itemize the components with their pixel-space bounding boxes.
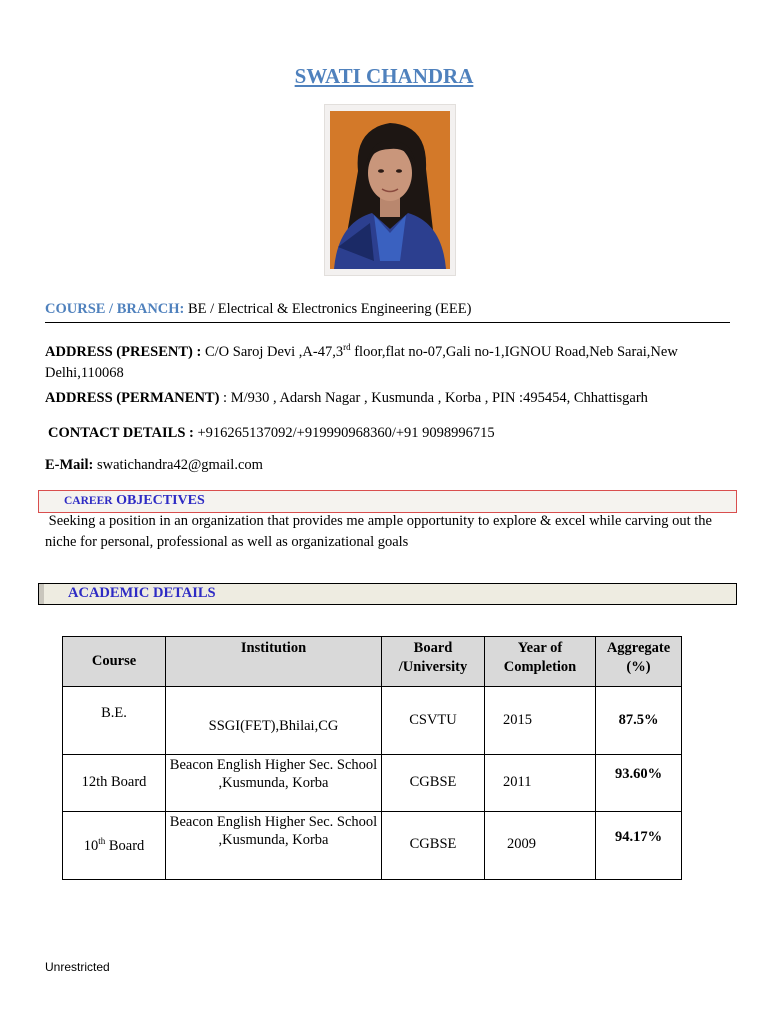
cell-institution (166, 755, 382, 812)
cell-institution-1: Beacon English Higher Sec. School (169, 757, 378, 773)
cell-institution-1: Beacon English Higher Sec. School (169, 814, 378, 830)
header-aggregate (596, 637, 682, 687)
cell-year: 2015 (485, 687, 596, 755)
header-board (382, 637, 485, 687)
address-present-value-2: floor,flat no-07,Gali no-1,IGNOU Road,Neb Sarai,New Delhi,110068 (45, 343, 678, 381)
course-label: COURSE / BRANCH: (45, 301, 185, 317)
address-present-value-1: C/O Saroj Devi ,A-47,3 (204, 343, 344, 360)
course-branch-line (45, 301, 471, 318)
address-present (45, 337, 725, 384)
address-permanent-label: ADDRESS (PERMANENT) (45, 390, 220, 406)
header-board-1: Board (413, 640, 453, 656)
cell-course-rest: Board (105, 837, 145, 854)
cell-institution-2: ,Kusmunda, Korba (218, 832, 329, 848)
heading-accent-bar (39, 584, 44, 604)
table-row (63, 687, 682, 755)
email-value: swatichandra42@gmail.com (96, 457, 263, 473)
address-permanent-value: : M/930 , Adarsh Nagar , Kusmunda , Korba , PIN :495454, Chhattisgarh (223, 390, 648, 406)
profile-photo (324, 104, 456, 276)
header-year (485, 637, 596, 687)
contact-value: +916265137092/+919990968360/+91 9098996715 (197, 425, 495, 441)
academic-title: ACADEMIC DETAILS (68, 585, 216, 601)
header-course: Course (63, 637, 166, 687)
header-year-2: Completion (503, 659, 577, 675)
cell-aggregate: 94.17% (596, 812, 682, 880)
cell-year: 2009 (485, 812, 596, 880)
career-title-small: CAREER (64, 495, 113, 507)
contact-details (48, 425, 495, 442)
section-divider (45, 322, 730, 323)
cell-course-num: 10 (83, 837, 99, 854)
cell-aggregate: 87.5% (596, 687, 682, 755)
address-present-label: ADDRESS (PRESENT) (45, 343, 193, 360)
email-line (45, 457, 263, 474)
resume-name: SWATI CHANDRA (294, 64, 474, 88)
cell-course-sup: th (98, 836, 106, 846)
address-present-sup: rd (343, 342, 351, 352)
cell-course (63, 812, 166, 880)
address-present-colon: : (196, 343, 202, 360)
header-aggregate-2: (%) (626, 659, 651, 675)
header-institution: Institution (166, 637, 382, 687)
course-value: BE / Electrical & Electronics Engineering (EEE) (188, 301, 472, 317)
academic-details-heading (38, 583, 737, 605)
portrait-image (330, 111, 450, 269)
cell-aggregate: 93.60% (596, 755, 682, 812)
cell-course: 12th Board (63, 755, 166, 812)
footer-classification: Unrestricted (45, 960, 110, 974)
cell-institution: SSGI(FET),Bhilai,CG (166, 687, 382, 755)
cell-institution (166, 812, 382, 880)
cell-board: CSVTU (382, 687, 485, 755)
cell-course: B.E. (63, 687, 166, 755)
header-year-1: Year of (517, 640, 563, 656)
contact-label: CONTACT DETAILS : (48, 425, 194, 441)
cell-year: 2011 (485, 755, 596, 812)
table-row (63, 755, 682, 812)
career-title-rest: OBJECTIVES (116, 493, 205, 508)
cell-board: CGBSE (382, 812, 485, 880)
table-header-row (63, 637, 682, 687)
table-row (63, 812, 682, 880)
header-board-2: /University (398, 659, 468, 675)
email-label: E-Mail: (45, 457, 94, 473)
career-objective-body: Seeking a position in an organization that provides me ample opportunity to explore & excel while carving out the niche for personal, professional as well as organizational goals (45, 513, 712, 550)
address-permanent (45, 390, 648, 407)
academic-table (62, 636, 682, 880)
cell-board: CGBSE (382, 755, 485, 812)
career-objective-text (45, 511, 735, 553)
header-aggregate-1: Aggregate (606, 640, 671, 656)
career-objectives-heading (38, 490, 737, 513)
cell-institution-2: ,Kusmunda, Korba (218, 775, 329, 791)
